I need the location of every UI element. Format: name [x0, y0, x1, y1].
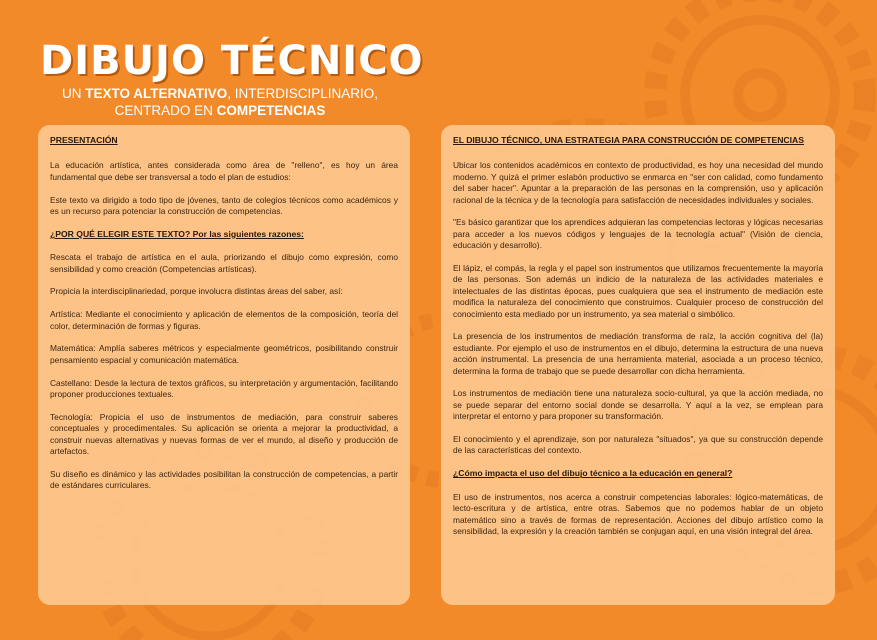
subtitle-line-2: CENTRADO EN COMPETENCIAS	[114, 103, 326, 118]
left-paragraph: Su diseño es dinámico y las actividades posibilitan la construcción de competencias, a partir de estándares curriculares.	[50, 468, 398, 491]
right-paragraph: Los instrumentos de mediación tiene una naturaleza socio-cultural, ya que la acción mediada, no se puede separar del entorno social donde se desarrolla. Y aquí a la vez, se emplean para interpretar el entorno y para proponer su transformación.	[453, 388, 823, 422]
right-paragraph: Ubicar los contenidos académicos en contexto de productividad, es hoy una necesidad del mundo moderno. Y quizá el primer eslabón productivo se enmarca en "ser con calidad, como fundamento del saber hacer". Apuntar a la preparación de las personas en la comprensión, uso y aplicación racional de la técnica y de la tecnología para satisfacción de necesidades individuales y sociales.	[453, 160, 823, 205]
left-paragraph: Matemática: Amplía saberes métricos y especialmente geométricos, posibilitando construir pensamiento espacial y comunicación matemática.	[50, 343, 398, 365]
subtitle	[40, 85, 400, 119]
left-paragraph: Artística: Mediante el conocimiento y aplicación de elementos de la composición, teoría del color, determinación de formas y figuras.	[50, 309, 398, 331]
right-paragraph: El lápiz, el compás, la regla y el papel son instrumentos que utilizamos frecuentemente la mayoría de las personas. Son además un indicio de la naturaleza de las actividades materiales e intelectuales de las distintas épocas, pues cualquiera que sea el instrumento de mediación este modifica la naturaleza del conocimiento que construimos. Cualquier proceso de construcción del conocimiento esta mediado por un instrumento, ya sea material o simbólico.	[453, 263, 823, 319]
left-paragraph: Este texto va dirigido a todo tipo de jóvenes, tanto de colegios técnicos como académicos y es un recurso para potenciar la construcción de competencias.	[50, 194, 398, 217]
left-paragraph: Tecnología: Propicia el uso de instrumentos de mediación, para construir saberes conceptuales y procedimentales. Su aplicación se orienta a mejorar la productividad, a construir nuevas alternativas y nuevas formas de ver el mundo, al diseño y producción de artefactos.	[50, 411, 398, 457]
right-panel	[441, 125, 835, 605]
right-paragraph: El uso de instrumentos, nos acerca a construir competencias laborales: lógico-matemáticas, de lecto-escritura y de artística, entre otras. Sabemos que no podemos hablar de un objeto matemático sino a través de formas de representación. Acciones del dibujo artístico como la sensibilidad, la expresión y la creación también se conjugan aquí, en una visión integral del área.	[453, 491, 823, 536]
strategy-heading: EL DIBUJO TÉCNICO, UNA ESTRATEGIA PARA CONSTRUCCIÓN DE COMPETENCIAS	[453, 135, 804, 145]
left-paragraph: Rescata el trabajo de artística en el aula, priorizando el dibujo como expresión, como sensibilidad y como creación (Competencias artísticas).	[50, 252, 398, 274]
page-title: DIBUJO TÉCNICO	[40, 38, 424, 84]
left-paragraph: Castellano: Desde la lectura de textos gráficos, su interpretación y argumentación, facilitando proponer producciones textuales.	[50, 377, 398, 400]
presentation-heading: PRESENTACIÓN	[50, 135, 118, 145]
left-paragraph: La educación artística, antes considerada como área de "relleno", es hoy un área fundamental que debe ser transversal a todo el plan de estudios:	[50, 160, 398, 182]
right-paragraph: La presencia de los instrumentos de mediación transforma de raíz, la acción cognitiva del (la) estudiante. Por ejemplo el uso de instrumentos en el dibujo, determina la estructura de una nueva acción instrumental. La presencia de una herramienta material, asociada a un proceso técnico, determina la forma de trabajo que se puede desarrollar con dicha herramienta.	[453, 331, 823, 376]
impact-heading: ¿Cómo impacta el uso del dibujo técnico a la educación en general?	[453, 468, 733, 479]
right-paragraph: "Es básico garantizar que los aprendices adquieran las competencias lectoras y lógicas necesarias para acceder a los nuevos códigos y lenguajes de la tecnología actual" (Visión de ciencia, educación y desarrollo).	[453, 217, 823, 251]
why-heading: ¿POR QUÉ ELEGIR ESTE TEXTO? Por las siguientes razones:	[50, 228, 304, 239]
left-paragraph: Propicia la interdisciplinariedad, porque involucra distintas áreas del saber, así:	[50, 286, 343, 297]
subtitle-line-1: UN TEXTO ALTERNATIVO, INTERDISCIPLINARIO,	[61, 86, 379, 101]
right-paragraph: El conocimiento y el aprendizaje, son por naturaleza "situados", ya que su construcción depende de las características del contexto.	[453, 434, 823, 456]
left-panel	[38, 125, 410, 605]
